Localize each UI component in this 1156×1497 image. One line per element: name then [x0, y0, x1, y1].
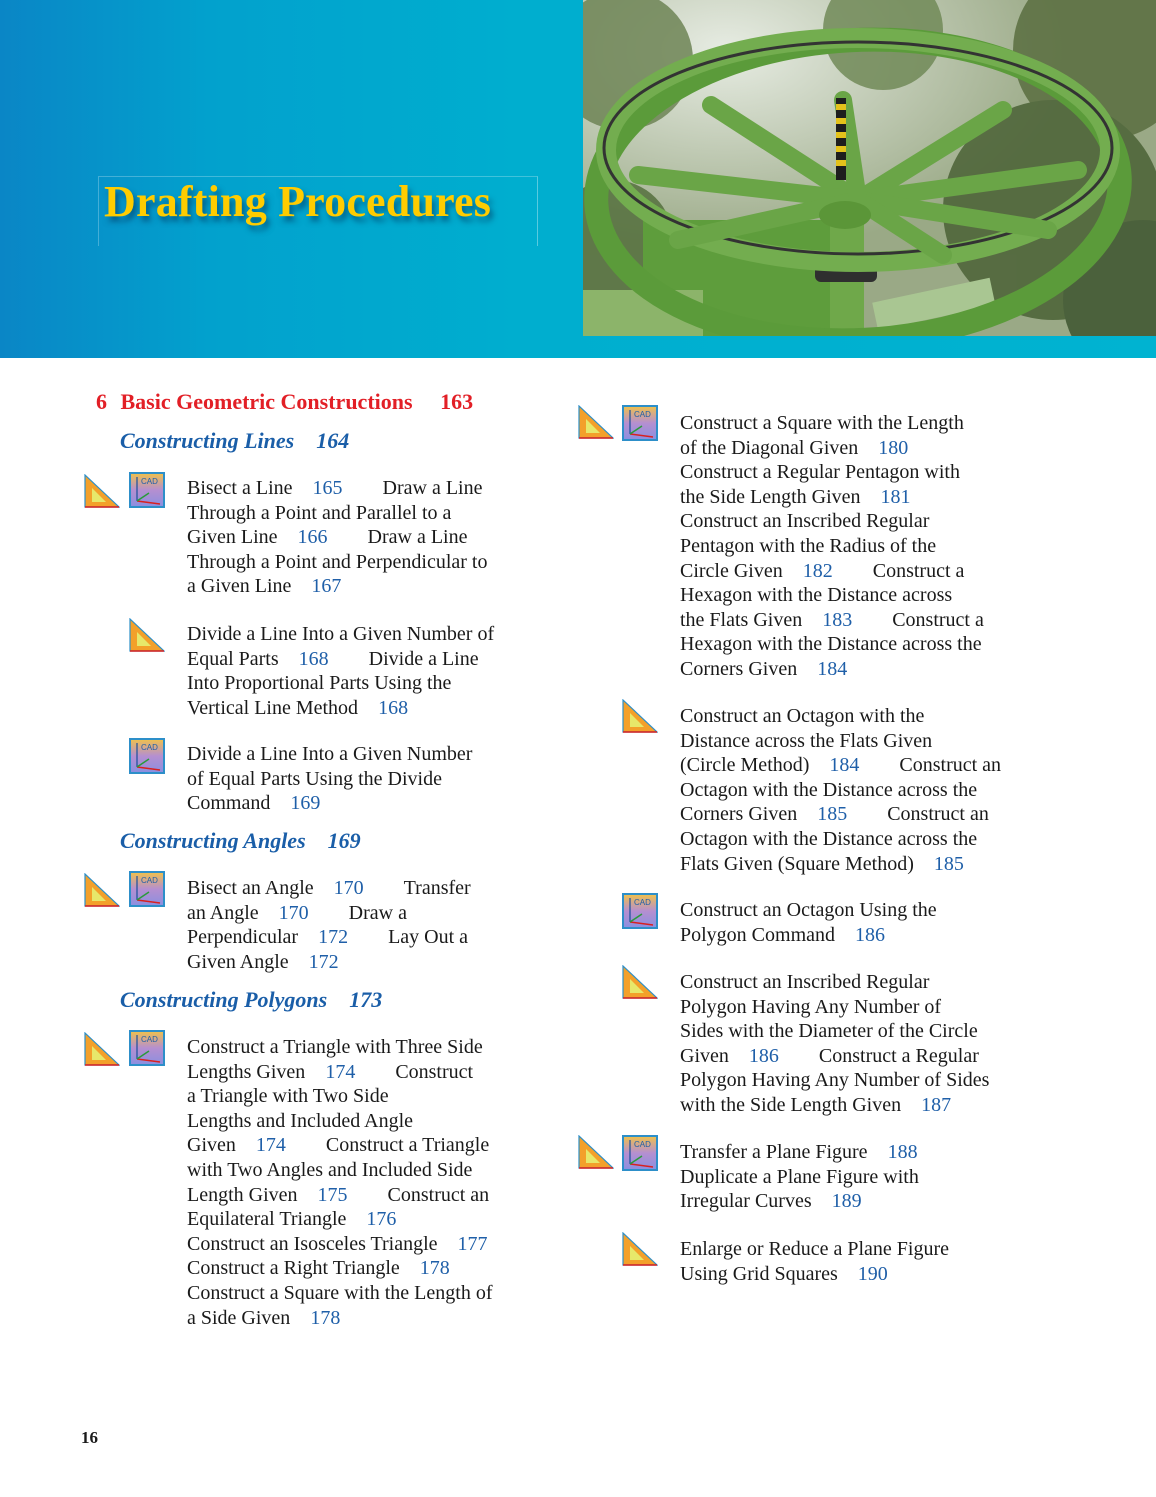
entry-text[interactable]: the Side Length Given	[680, 485, 861, 508]
entry-text[interactable]: Hexagon with the Distance across the	[680, 633, 982, 656]
svg-text:CAD: CAD	[141, 876, 158, 885]
entry-text[interactable]: (Circle Method)	[680, 754, 810, 777]
page-link[interactable]: 168	[378, 696, 409, 719]
page-link[interactable]: 178	[419, 1257, 450, 1280]
entry-text[interactable]: Given	[187, 1134, 236, 1157]
page-link[interactable]: 189	[831, 1190, 862, 1213]
page-link[interactable]: 176	[366, 1208, 397, 1231]
entry-text[interactable]: a Side Given	[187, 1306, 291, 1329]
section-page: 169	[327, 828, 361, 853]
entry-text[interactable]: Through a Point and Perpendicular to	[187, 550, 488, 573]
page-link[interactable]: 181	[880, 485, 911, 508]
entry-text[interactable]: with Two Angles and Included Side	[187, 1158, 473, 1181]
section-title: Constructing Lines	[120, 428, 295, 453]
triangle-drafting-icon	[578, 405, 614, 439]
page-link[interactable]: 172	[308, 950, 339, 973]
section-page: 173	[349, 987, 383, 1012]
entry-text[interactable]: Vertical Line Method	[187, 696, 359, 719]
section-page: 164	[316, 428, 350, 453]
entry-group-lines-1	[187, 476, 488, 599]
entry-text[interactable]: Irregular Curves	[680, 1190, 812, 1213]
page-link[interactable]: 177	[457, 1232, 488, 1255]
page-link[interactable]: 165	[312, 477, 343, 499]
entry-text[interactable]: of the Diagonal Given	[680, 436, 859, 459]
entry-text[interactable]: Polygon Having Any Number of	[680, 995, 942, 1018]
entry-text[interactable]: Bisect an Angle	[187, 877, 314, 899]
entry-text[interactable]: Construct a Regular Pentagon with	[680, 461, 960, 484]
entry-text[interactable]: Given Angle	[187, 950, 289, 973]
entry-text[interactable]: Construct an Inscribed Regular	[680, 510, 930, 533]
chapter-number: 6	[96, 389, 107, 414]
page-link[interactable]: 186	[748, 1044, 779, 1067]
entry-text[interactable]: Lengths and Included Angle	[187, 1109, 414, 1132]
entry-text[interactable]: Command	[187, 792, 271, 815]
page-link[interactable]: 188	[887, 1141, 918, 1163]
entry-text[interactable]: Lay Out a	[388, 926, 469, 949]
triangle-drafting-icon	[84, 873, 120, 907]
entry-text[interactable]: Divide a Line	[368, 647, 479, 670]
entry-text[interactable]: Enlarge or Reduce a Plane Figure	[680, 1238, 949, 1260]
section-constructing-angles[interactable]	[120, 828, 361, 854]
entry-text[interactable]: Corners Given	[680, 657, 798, 680]
entry-text[interactable]: Octagon with the Distance across the	[680, 827, 978, 850]
entry-group-lines-2	[187, 622, 494, 720]
entry-text[interactable]: Draw a Line	[382, 477, 483, 499]
entry-text[interactable]: Polygon Command	[680, 923, 836, 946]
entry-text[interactable]: Octagon with the Distance across the	[680, 778, 978, 801]
page-link[interactable]: 170	[333, 877, 364, 899]
page-link[interactable]: 184	[817, 657, 848, 680]
entry-text[interactable]: Construct	[395, 1060, 474, 1083]
entry-text[interactable]: Pentagon with the Radius of the	[680, 534, 937, 557]
entry-text[interactable]: Given	[680, 1044, 729, 1067]
entry-text[interactable]: Using Grid Squares	[680, 1262, 838, 1285]
triangle-drafting-icon	[84, 474, 120, 508]
entry-text[interactable]: Construct an	[387, 1183, 490, 1206]
section-title: Constructing Angles	[120, 828, 306, 853]
page-link[interactable]: 183	[822, 608, 853, 631]
svg-text:CAD: CAD	[141, 477, 158, 486]
entry-text[interactable]: Construct a Square with the Length of	[187, 1281, 493, 1304]
triangle-drafting-icon	[622, 1232, 658, 1266]
cad-icon	[129, 472, 165, 508]
entry-text[interactable]: Construct a Right Triangle	[187, 1257, 400, 1280]
page-number: 16	[81, 1428, 98, 1447]
entry-group-polygons-2	[680, 411, 984, 682]
entry-text[interactable]: Transfer a Plane Figure	[680, 1141, 868, 1163]
header-photo	[583, 0, 1156, 336]
triangle-drafting-icon	[84, 1032, 120, 1066]
entry-text[interactable]: Construct an Inscribed Regular	[680, 971, 930, 993]
entry-group-polygons-3	[680, 704, 1001, 876]
triangle-drafting-icon	[129, 618, 165, 652]
entry-text[interactable]: with the Side Length Given	[680, 1093, 902, 1116]
triangle-drafting-icon	[622, 699, 658, 733]
page-link[interactable]: 190	[857, 1262, 888, 1285]
entry-text[interactable]: Perpendicular	[187, 926, 299, 949]
entry-text[interactable]: Construct an Isosceles Triangle	[187, 1232, 438, 1255]
page-link[interactable]: 185	[817, 803, 848, 826]
entry-text[interactable]: Transfer	[403, 877, 471, 899]
entry-text[interactable]: Flats Given (Square Method)	[680, 852, 914, 875]
cad-icon	[129, 738, 165, 774]
entry-text[interactable]: a Given Line	[187, 575, 292, 598]
entry-text[interactable]: Divide a Line Into a Given Number of	[187, 623, 495, 645]
entry-text[interactable]: Construct a Regular	[818, 1044, 979, 1067]
svg-text:CAD: CAD	[141, 1035, 158, 1044]
page-link[interactable]: 178	[310, 1306, 341, 1329]
entry-text[interactable]: Polygon Having Any Number of Sides	[680, 1069, 990, 1092]
triangle-drafting-icon	[622, 965, 658, 999]
page-link[interactable]: 187	[921, 1093, 952, 1116]
entry-text[interactable]: Construct an	[899, 754, 1002, 777]
entry-text[interactable]: Sides with the Diameter of the Circle	[680, 1020, 978, 1043]
entry-text[interactable]: Construct a	[892, 608, 984, 631]
page-link[interactable]: 174	[255, 1134, 286, 1157]
entry-text[interactable]: Construct a	[872, 559, 965, 582]
section-constructing-lines[interactable]	[120, 428, 349, 454]
entry-text[interactable]: Given Line	[187, 526, 278, 549]
cad-icon	[129, 871, 165, 907]
entry-text[interactable]: a Triangle with Two Side	[187, 1085, 389, 1108]
page-link[interactable]: 167	[311, 575, 342, 598]
svg-text:CAD: CAD	[634, 898, 651, 907]
cad-icon	[129, 1030, 165, 1066]
page-link[interactable]: 180	[878, 436, 909, 459]
entry-text[interactable]: Lengths Given	[187, 1060, 306, 1083]
page-link[interactable]: 166	[297, 526, 328, 549]
page-link[interactable]: 170	[278, 901, 309, 924]
svg-text:CAD: CAD	[634, 1140, 651, 1149]
entry-text[interactable]: Construct a Triangle with Three Side	[187, 1036, 483, 1058]
entry-group-lines-3	[187, 742, 472, 816]
entry-text[interactable]: Equal Parts	[187, 647, 279, 670]
entry-text[interactable]: Through a Point and Parallel to a	[187, 501, 452, 524]
entry-text[interactable]: Construct a Triangle	[325, 1134, 490, 1157]
entry-text[interactable]: Construct an Octagon with the	[680, 705, 925, 727]
page-link[interactable]: 185	[933, 852, 964, 875]
entry-text[interactable]: Circle Given	[680, 559, 783, 582]
entry-text[interactable]: Corners Given	[680, 803, 798, 826]
entry-text[interactable]: Divide a Line Into a Given Number	[187, 743, 473, 765]
entry-text[interactable]: Equilateral Triangle	[187, 1208, 347, 1231]
entry-text[interactable]: the Flats Given	[680, 608, 803, 631]
svg-text:CAD: CAD	[634, 410, 651, 419]
entry-text[interactable]: Draw a Line	[367, 526, 468, 549]
entry-text[interactable]: Draw a	[348, 901, 407, 924]
entry-group-polygons-1	[187, 1035, 493, 1330]
svg-text:CAD: CAD	[141, 743, 158, 752]
entry-group-polygons-7	[680, 1237, 949, 1286]
entry-group-angles-1	[187, 876, 471, 974]
page-link[interactable]: 184	[829, 754, 860, 777]
entry-text[interactable]: Duplicate a Plane Figure with	[680, 1165, 919, 1188]
page-title: Drafting Procedures	[104, 177, 492, 226]
cad-icon	[622, 893, 658, 929]
triangle-drafting-icon	[578, 1135, 614, 1169]
entry-group-polygons-5	[680, 970, 989, 1118]
entry-text[interactable]: Hexagon with the Distance across	[680, 584, 953, 607]
entry-group-polygons-6	[680, 1140, 919, 1214]
page-link[interactable]: 174	[325, 1060, 356, 1083]
page-link[interactable]: 172	[318, 926, 349, 949]
entry-text[interactable]: an Angle	[187, 901, 259, 924]
entry-text[interactable]: Distance across the Flats Given	[680, 729, 933, 752]
section-constructing-polygons[interactable]	[120, 987, 382, 1013]
entry-text[interactable]: Into Proportional Parts Using the	[187, 672, 452, 695]
page-link[interactable]: 182	[802, 559, 833, 582]
chapter-title: Basic Geometric Constructions	[120, 389, 413, 414]
entry-text[interactable]: Construct an	[887, 803, 989, 826]
chapter-heading[interactable]	[96, 389, 473, 415]
page-link[interactable]: 168	[298, 647, 329, 670]
entry-text[interactable]: Construct a Square with the Length	[680, 412, 964, 434]
chapter-page: 163	[440, 389, 474, 414]
page-link[interactable]: 175	[317, 1183, 348, 1206]
entry-text[interactable]: Construct an Octagon Using the	[680, 899, 937, 921]
entry-group-polygons-4	[680, 898, 937, 947]
section-title: Constructing Polygons	[120, 987, 328, 1012]
entry-text[interactable]: of Equal Parts Using the Divide	[187, 767, 442, 790]
page-link[interactable]: 186	[855, 923, 886, 946]
entry-text[interactable]: Length Given	[187, 1183, 298, 1206]
entry-text[interactable]: Bisect a Line	[187, 477, 293, 499]
cad-icon	[622, 405, 658, 441]
page-link[interactable]: 169	[290, 792, 321, 815]
cad-icon	[622, 1135, 658, 1171]
